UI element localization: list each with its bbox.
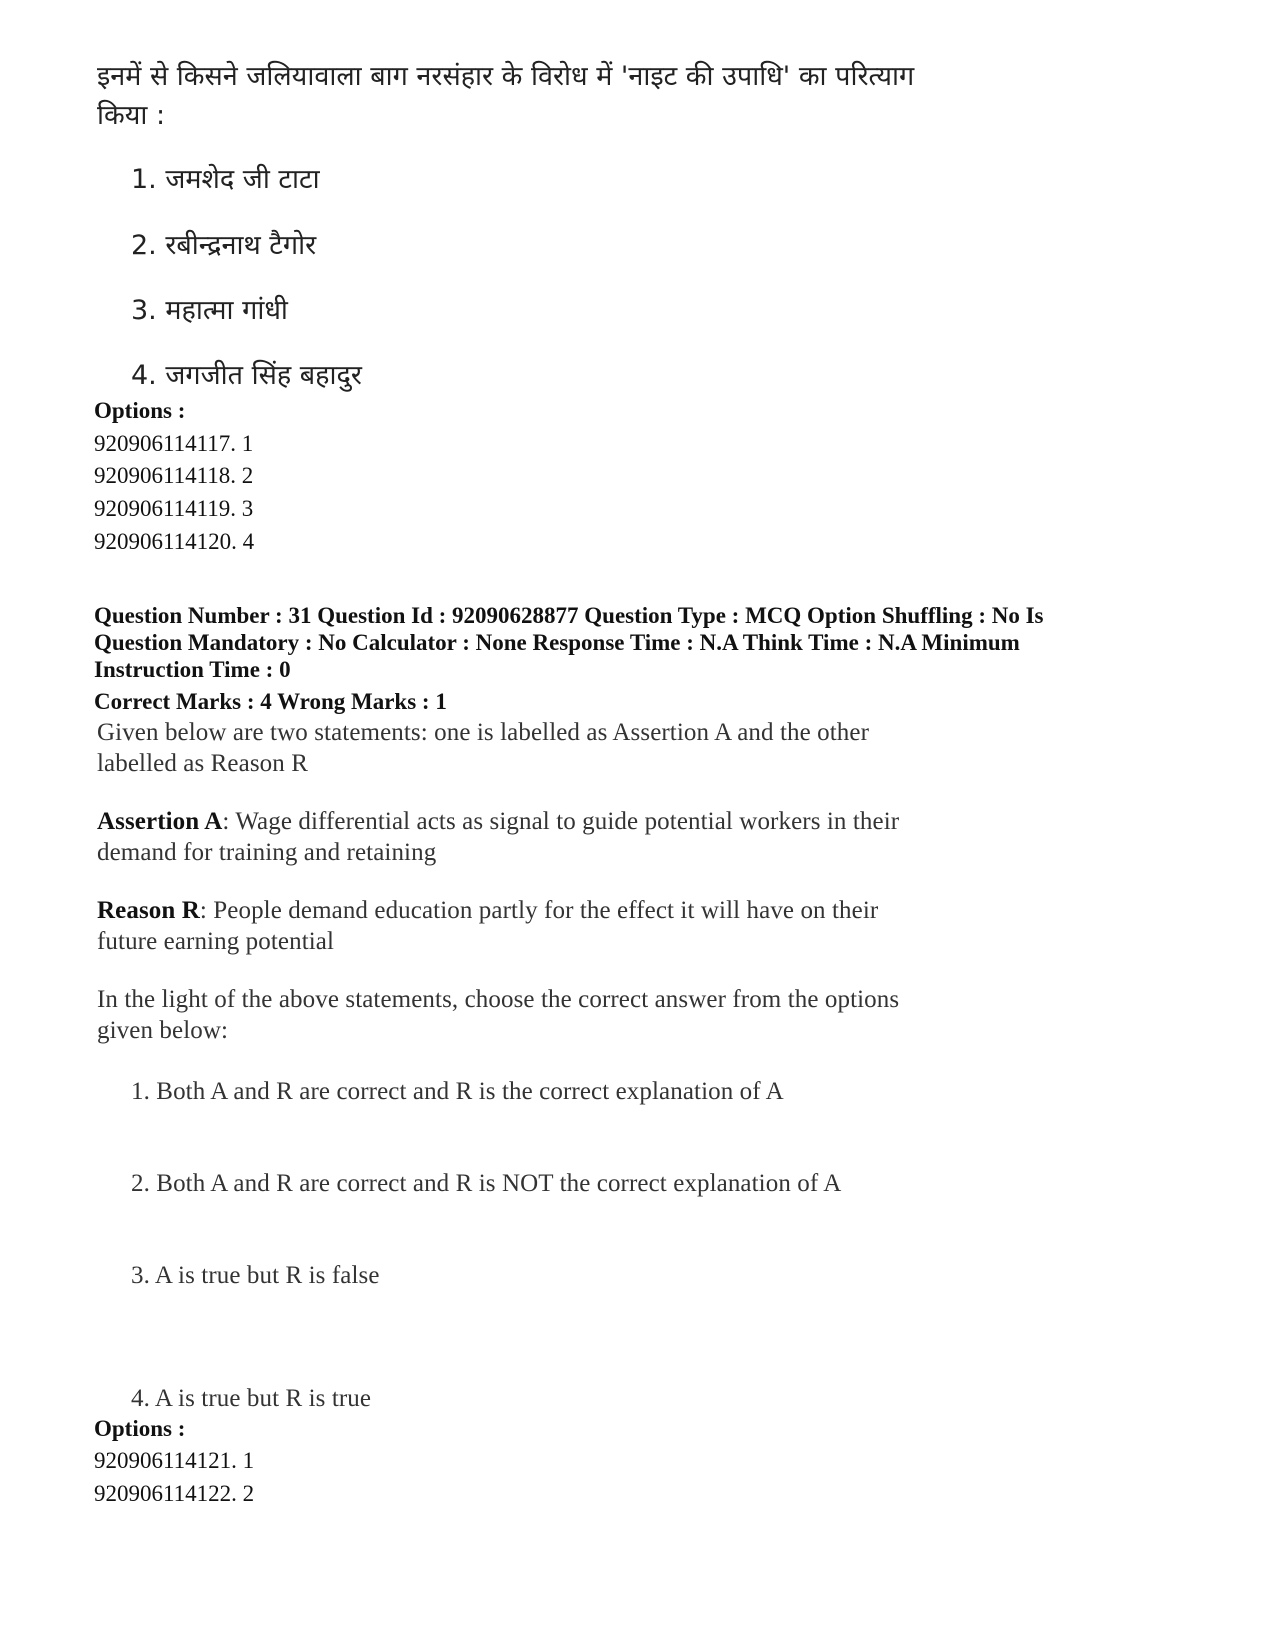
assertion-label: Assertion A bbox=[97, 808, 223, 835]
q31-assertion-line-1 bbox=[97, 808, 899, 836]
q31-choice-4: 4. A is true but R is true bbox=[131, 1385, 372, 1412]
q31-options-label: Options : bbox=[94, 1416, 186, 1441]
q30-choice-1: 1. जमशेद जी टाटा bbox=[131, 164, 320, 195]
q31-choice-3: 3. A is true but R is false bbox=[131, 1262, 380, 1289]
reason-label: Reason R bbox=[97, 897, 200, 924]
q31-option-id-2: 920906114122. 2 bbox=[94, 1481, 255, 1506]
q31-assertion-line-2: demand for training and retaining bbox=[97, 839, 437, 866]
q31-instruction-line-2: given below: bbox=[97, 1017, 229, 1044]
q31-meta-line-1: Question Number : 31 Question Id : 92090628877 Question Type : MCQ Option Shuffling : No Is bbox=[94, 603, 1044, 628]
q31-intro-line-2: labelled as Reason R bbox=[97, 750, 308, 777]
q31-intro-line-1: Given below are two statements: one is labelled as Assertion A and the other bbox=[97, 719, 870, 746]
q30-question-line-2: किया : bbox=[97, 100, 166, 131]
q31-instruction-line-1: In the light of the above statements, choose the correct answer from the options bbox=[97, 986, 900, 1013]
reason-text: : People demand education partly for the effect it will have on their bbox=[199, 897, 879, 924]
q31-option-id-1: 920906114121. 1 bbox=[94, 1448, 255, 1473]
q31-reason-line-1 bbox=[97, 897, 878, 925]
q30-choice-2: 2. रबीन्द्रनाथ टैगोर bbox=[131, 230, 317, 261]
q30-question-line-1: इनमें से किसने जलियावाला बाग नरसंहार के विरोध में 'नाइट की उपाधि' का परित्याग bbox=[97, 61, 915, 92]
q30-option-id-2: 920906114118. 2 bbox=[94, 463, 254, 488]
q30-option-id-1: 920906114117. 1 bbox=[94, 431, 254, 456]
q31-choice-2: 2. Both A and R are correct and R is NOT the correct explanation of A bbox=[131, 1170, 842, 1197]
q31-marks: Correct Marks : 4 Wrong Marks : 1 bbox=[94, 689, 447, 714]
q31-meta-line-3: Instruction Time : 0 bbox=[94, 657, 291, 682]
assertion-text: : Wage differential acts as signal to guide potential workers in their bbox=[222, 808, 900, 835]
q31-reason-line-2: future earning potential bbox=[97, 928, 335, 955]
q30-choice-3: 3. महात्मा गांधी bbox=[131, 295, 288, 326]
q31-meta-line-2: Question Mandatory : No Calculator : None Response Time : N.A Think Time : N.A Minimum bbox=[94, 630, 1020, 655]
q30-choice-4: 4. जगजीत सिंह बहादुर bbox=[131, 360, 362, 391]
q30-option-id-4: 920906114120. 4 bbox=[94, 529, 255, 554]
q30-option-id-3: 920906114119. 3 bbox=[94, 496, 254, 521]
q30-options-label: Options : bbox=[94, 398, 186, 423]
q31-choice-1: 1. Both A and R are correct and R is the correct explanation of A bbox=[131, 1078, 784, 1105]
